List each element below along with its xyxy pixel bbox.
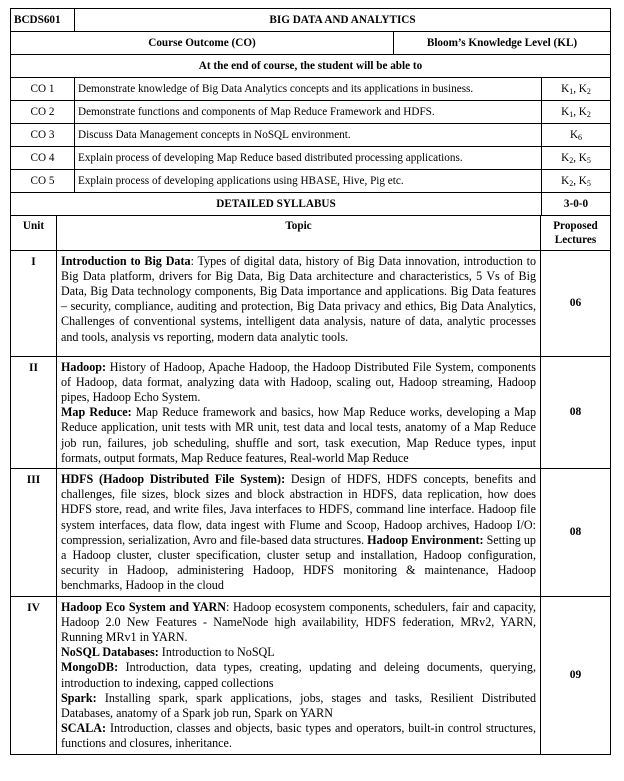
topic-block (61, 254, 536, 345)
topic-heading: Hadoop Environment: (367, 532, 484, 547)
co-code: CO 2 (11, 101, 75, 124)
topic-text: History of Hadoop, Apache Hadoop, the Hadoop Distributed File System, components of Hadoop, data format, analyzing data with Hadoop, scaling out, Hadoop streaming, Hadoop pipes, Hadoop Echo System. (61, 359, 536, 404)
co-row (11, 78, 611, 101)
syllabus-column-headers (11, 216, 611, 250)
topic-heading: Hadoop Eco System and YARN (61, 599, 226, 614)
unit-number: III (11, 468, 57, 596)
co-code: CO 5 (11, 170, 75, 193)
topic-text: : Hadoop ecosystem components, schedulers, fair and capacity, Hadoop 2.0 New Features - NameNode high availability, HDFS federation, MRv2, YARN, Running MRv1 in YARN. (61, 599, 536, 644)
topic-text: Introduction, data types, creating, updating and deleing documents, querying, introduction to indexing, capped collections (61, 660, 536, 690)
end-of-course-text: At the end of course, the student will be able to (11, 55, 611, 78)
co-description: Demonstrate knowledge of Big Data Analytics concepts and its applications in business. (75, 78, 542, 101)
topic-heading: NoSQL Databases: (61, 645, 159, 660)
ltp-value: 3-0-0 (542, 193, 611, 216)
kl-subscript: 1 (569, 110, 574, 119)
topic-heading: HDFS (Hadoop Distributed File System): (61, 471, 286, 486)
syllabus-title-row (11, 193, 611, 216)
unit-rows (11, 250, 611, 754)
co-code: CO 3 (11, 124, 75, 147)
course-title: BIG DATA AND ANALYTICS (75, 9, 611, 32)
topic-heading: SCALA: (61, 721, 107, 736)
co-code: CO 4 (11, 147, 75, 170)
unit-row (11, 596, 611, 754)
topic-text: Installing spark, spark applications, jobs, stages and tasks, Resilient Distributed Databases, anatomy of a Spark job run, Spark on YARN (61, 690, 536, 720)
topic-block (61, 660, 536, 690)
unit-lectures: 08 (541, 356, 611, 468)
topic-text: : Types of digital data, history of Big Data innovation, introduction to Big Data platform, drivers for Big Data, Big Data architecture and characteristics, 5 Vs of Big Data, Big Data technology components, Big Data importance and applications. Big Data features – security, compliance, auditing and protection, Big Data privacy and ethics, Big Data Analytics, Challenges of conventional systems, intelligent data analysis, nature of data, analytic processes and tools, analysis vs reporting, modern data analytic tools. (61, 253, 537, 344)
topic-text: Introduction to NoSQL (158, 645, 275, 660)
topic-heading: Hadoop: (61, 359, 107, 374)
co-description: Explain process of developing applications using HBASE, Hive, Pig etc. (75, 170, 542, 193)
kl-subscript: 5 (586, 156, 591, 165)
course-code: BCDS601 (11, 9, 75, 32)
topic-text: Setting up a Hadoop cluster, cluster specification, cluster setup and installation, Hadoop configuration, security in Hadoop, administering Hadoop, HDFS monitoring & maintenance, Hadoop benchmarks, Hadoop in the cloud (61, 532, 536, 593)
co-rows (11, 78, 611, 193)
topic-heading: Map Reduce: (61, 405, 132, 420)
course-outcome-table (10, 8, 611, 216)
topic-column-header: Topic (57, 216, 541, 250)
co-row (11, 124, 611, 147)
topic-heading: Introduction to Big Data (61, 253, 191, 268)
co-description: Discuss Data Management concepts in NoSQL environment. (75, 124, 542, 147)
co-description: Explain process of developing Map Reduce based distributed processing applications. (75, 147, 542, 170)
unit-topics (57, 468, 541, 596)
unit-topics (57, 596, 541, 754)
kl-subscript: 2 (569, 156, 574, 165)
co-header-row (11, 32, 611, 55)
syllabus-table (10, 216, 611, 755)
co-row (11, 147, 611, 170)
unit-topics (57, 250, 541, 356)
topic-block (61, 691, 536, 721)
bloom-header: Bloom’s Knowledge Level (KL) (394, 32, 611, 55)
unit-number: IV (11, 596, 57, 754)
kl-subscript: 2 (569, 179, 574, 188)
lectures-column-header: Proposed Lectures (541, 216, 611, 250)
co-knowledge-level: $K_2$, $K_5$ (542, 147, 611, 170)
co-knowledge-level: $K_6$ (542, 124, 611, 147)
co-knowledge-level: $K_1$, $K_2$ (542, 78, 611, 101)
topic-text: Introduction, classes and objects, basic types and operators, built-in control structures, functions and closures, inheritance. (61, 721, 536, 751)
topic-heading: Spark: (61, 690, 97, 705)
topic-block (61, 721, 536, 751)
kl-subscript: 2 (586, 110, 591, 119)
unit-row (11, 250, 611, 356)
topic-text: Design of HDFS, HDFS concepts, benefits and challenges, file sizes, block sizes and block abstraction in HDFS, data replication, how does HDFS store, read, and write files, Java interfaces to HDFS, command line interface. Hadoop file system interfaces, data flow, data ingest with Flume and Scoop, Hadoop archives, Hadoop I/O: compression, serialization, Avro and file-based data structures. (61, 471, 536, 547)
kl-subscript: 1 (569, 87, 574, 96)
unit-column-header: Unit (11, 216, 57, 250)
unit-row (11, 356, 611, 468)
unit-number: II (11, 356, 57, 468)
course-header-row (11, 9, 611, 32)
topic-block (61, 360, 536, 406)
co-row (11, 170, 611, 193)
unit-lectures: 09 (541, 596, 611, 754)
co-code: CO 1 (11, 78, 75, 101)
unit-lectures: 08 (541, 468, 611, 596)
end-of-course-row (11, 55, 611, 78)
kl-subscript: 2 (586, 87, 591, 96)
co-knowledge-level: $K_2$, $K_5$ (542, 170, 611, 193)
syllabus-document (10, 8, 610, 755)
kl-subscript: 6 (578, 133, 583, 142)
topic-block (61, 600, 536, 646)
unit-lectures: 06 (541, 250, 611, 356)
topic-block (61, 472, 536, 594)
unit-number: I (11, 250, 57, 356)
unit-row (11, 468, 611, 596)
kl-subscript: 5 (586, 179, 591, 188)
co-knowledge-level: $K_1$, $K_2$ (542, 101, 611, 124)
topic-text: Map Reduce framework and basics, how Map Reduce works, developing a Map Reduce application, unit tests with MR unit, test data and local tests, anatomy of a Map Reduce job run, failures, job scheduling, shuffle and sort, task execution, Map Reduce types, input formats, output formats, Map Reduce features, Real-world Map Reduce (61, 405, 537, 465)
co-row (11, 101, 611, 124)
syllabus-title: DETAILED SYLLABUS (11, 193, 542, 216)
topic-heading: MongoDB: (61, 660, 119, 675)
co-description: Demonstrate functions and components of Map Reduce Framework and HDFS. (75, 101, 542, 124)
unit-topics (57, 356, 541, 468)
co-header: Course Outcome (CO) (11, 32, 394, 55)
topic-block (61, 645, 536, 660)
topic-block (61, 405, 536, 466)
